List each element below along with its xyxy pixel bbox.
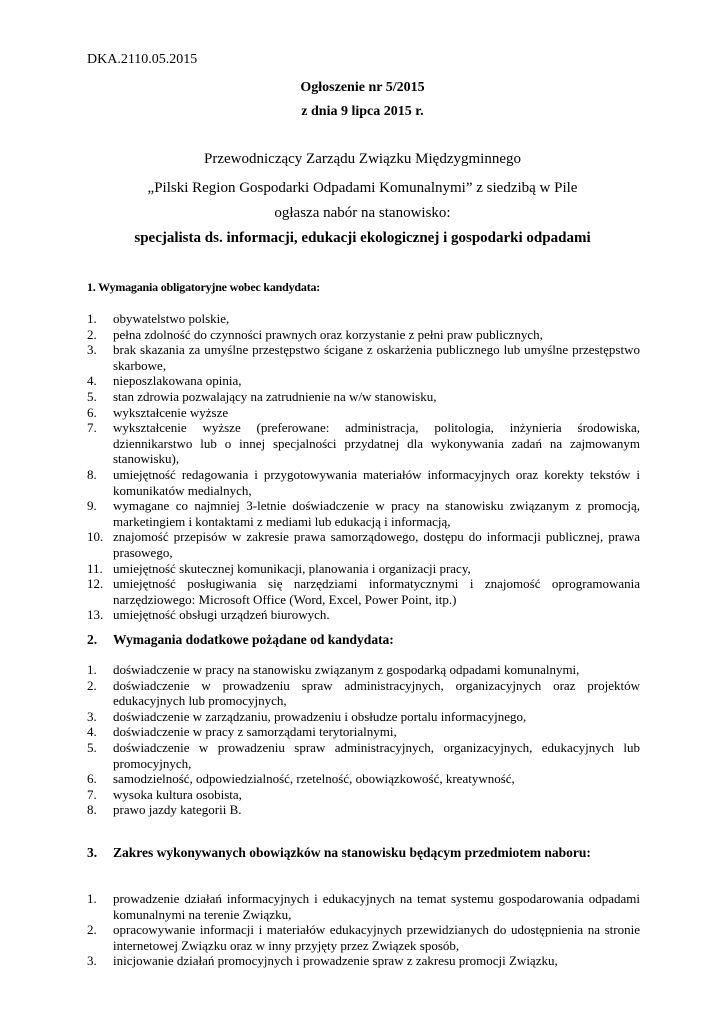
list-item-text: umiejętność skutecznej komunikacji, planowania i organizacji pracy, <box>113 560 471 576</box>
list-item-number: 1. <box>87 311 97 326</box>
list-item <box>87 709 640 725</box>
list-item-text: doświadczenie w prowadzeniu spraw administracyjnych, organizacyjnych oraz projektów edukacyjnych lub promocyjnych, <box>113 677 640 709</box>
list-item-number: 6. <box>87 771 97 787</box>
list-item-number: 3. <box>87 953 97 969</box>
section-3-number: 3. <box>87 845 98 860</box>
list-item-text: doświadczenie w prowadzeniu spraw administracyjnych, organizacyjnych, edukacyjnych lub promocyjnych, <box>113 739 640 771</box>
list-item <box>87 389 640 405</box>
list-item <box>87 467 640 498</box>
list-item-text: umiejętność obsługi urządzeń biurowych. <box>113 607 330 623</box>
list-item-number: 1. <box>87 891 97 906</box>
list-item <box>87 561 640 577</box>
section-2-list <box>87 662 640 818</box>
list-item-text: inicjowanie działań promocyjnych i prowadzenie spraw z zakresu promocji Związku, <box>113 953 558 969</box>
list-item <box>87 922 640 953</box>
section-1-list <box>87 311 640 623</box>
announcement-number: Ogłoszenie nr 5/2015 <box>300 80 425 95</box>
list-item-text: doświadczenie w pracy na stanowisku związanym z gospodarką odpadami komunalnymi, <box>113 662 580 677</box>
list-item-text: samodzielność, odpowiedzialność, rzetelność, obowiązkowość, kreatywność, <box>113 771 515 787</box>
list-item-number: 7. <box>87 786 97 802</box>
list-item-text: wykształcenie wyższe (preferowane: administracja, politologia, inżynieria środowiska, dziennikarstwo lub o innej specjalności przydatnej dla wykonywania zadań na zajmowanym stanowisku), <box>113 420 640 467</box>
intro-line-2: „Pilski Region Gospodarki Odpadami Komunalnymi” z siedzibą w Pile <box>147 180 578 196</box>
list-item-number: 1. <box>87 662 97 677</box>
list-item <box>87 678 640 709</box>
section-3-heading: Zakres wykonywanych obowiązków na stanowisku będącym przedmiotem naboru: <box>113 845 591 860</box>
list-item-number: 2. <box>87 326 97 342</box>
section-3-title <box>87 845 591 861</box>
list-item-text: brak skazania za umyślne przestępstwo ścigane z oskarżenia publicznego lub umyślne przestępstwo skarbowe, <box>113 342 640 373</box>
list-item-text: umiejętność posługiwania się narzędziami informatycznymi i znajomość oprogramowania narzędziowego: Microsoft Office (Word, Excel, Power Point, itp.) <box>113 576 640 607</box>
list-item <box>87 802 640 818</box>
list-item-number: 6. <box>87 404 97 420</box>
section-1-title: 1. Wymagania obligatoryjne wobec kandydata: <box>87 280 321 294</box>
announcement-date: z dnia 9 lipca 2015 r. <box>301 104 424 119</box>
list-item-number: 7. <box>87 420 97 436</box>
list-item-number: 9. <box>87 498 97 514</box>
list-item-text: prawo jazdy kategorii B. <box>113 802 242 818</box>
list-item-number: 4. <box>87 724 97 740</box>
document-reference: DKA.2110.05.2015 <box>87 52 198 67</box>
list-item-number: 2. <box>87 677 97 693</box>
list-item <box>87 576 640 607</box>
list-item <box>87 498 640 529</box>
list-item-text: prowadzenie działań informacyjnych i edukacyjnych na temat systemu gospodarowania odpadami komunalnymi na terenie Związku, <box>113 891 640 922</box>
list-item-number: 5. <box>87 388 97 404</box>
list-item-text: opracowywanie informacji i materiałów edukacyjnych przewidzianych do udostępnienia na stronie internetowej Związku oraz w inny przyjęty przez Związek sposób, <box>113 922 640 953</box>
list-item <box>87 953 640 969</box>
list-item-text: nieposzlakowana opinia, <box>113 373 242 389</box>
list-item-number: 11. <box>87 560 103 576</box>
list-item <box>87 420 640 467</box>
list-item-number: 3. <box>87 708 97 724</box>
list-item-text: wymagane co najmniej 3-letnie doświadczenie w pracy na stanowisku związanym z promocją, marketingiem i kontaktami z mediami lub edukacją i informacją, <box>113 498 640 529</box>
intro-line-3: ogłasza nabór na stanowisko: <box>274 205 451 221</box>
list-item-text: pełna zdolność do czynności prawnych oraz korzystanie z pełni praw publicznych, <box>113 326 543 342</box>
list-item-number: 3. <box>87 342 97 358</box>
list-item-text: wykształcenie wyższe <box>113 404 229 420</box>
list-item-text: wysoka kultura osobista, <box>113 786 242 802</box>
list-item <box>87 327 640 343</box>
list-item-text: obywatelstwo polskie, <box>113 311 230 326</box>
list-item-number: 8. <box>87 802 97 818</box>
list-item-number: 12. <box>87 576 104 592</box>
list-item <box>87 405 640 421</box>
list-item-number: 4. <box>87 373 97 389</box>
list-item <box>87 740 640 771</box>
list-item-number: 5. <box>87 739 97 755</box>
section-2-heading: Wymagania dodatkowe pożądane od kandydata: <box>113 632 394 647</box>
list-item <box>87 607 640 623</box>
list-item-number: 2. <box>87 922 97 938</box>
list-item <box>87 373 640 389</box>
list-item-number: 10. <box>87 529 104 545</box>
section-2-title <box>87 632 394 648</box>
list-item <box>87 771 640 787</box>
list-item <box>87 529 640 560</box>
list-item-text: stan zdrowia pozwalający na zatrudnienie na w/w stanowisku, <box>113 388 437 404</box>
list-item-number: 13. <box>87 607 104 623</box>
list-item <box>87 787 640 803</box>
list-item <box>87 342 640 373</box>
list-item <box>87 724 640 740</box>
section-2-number: 2. <box>87 632 98 647</box>
position-title: specjalista ds. informacji, edukacji ekologicznej i gospodarki odpadami <box>134 230 591 246</box>
list-item <box>87 311 640 327</box>
list-item-text: umiejętność redagowania i przygotowywania materiałów informacyjnych oraz korekty tekstów i komunikatów medialnych, <box>113 466 640 498</box>
list-item-text: znajomość przepisów w zakresie prawa samorządowego, dostępu do informacji publicznej, prawa prasowego, <box>113 529 640 560</box>
list-item-number: 8. <box>87 466 97 482</box>
list-item <box>87 662 640 678</box>
intro-line-1: Przewodniczący Zarządu Związku Międzygminnego <box>204 151 521 167</box>
list-item-text: doświadczenie w pracy z samorządami terytorialnymi, <box>113 724 397 740</box>
list-item-text: doświadczenie w zarządzaniu, prowadzeniu i obsłudze portalu informacyjnego, <box>113 708 527 724</box>
section-3-list <box>87 891 640 969</box>
list-item <box>87 891 640 922</box>
